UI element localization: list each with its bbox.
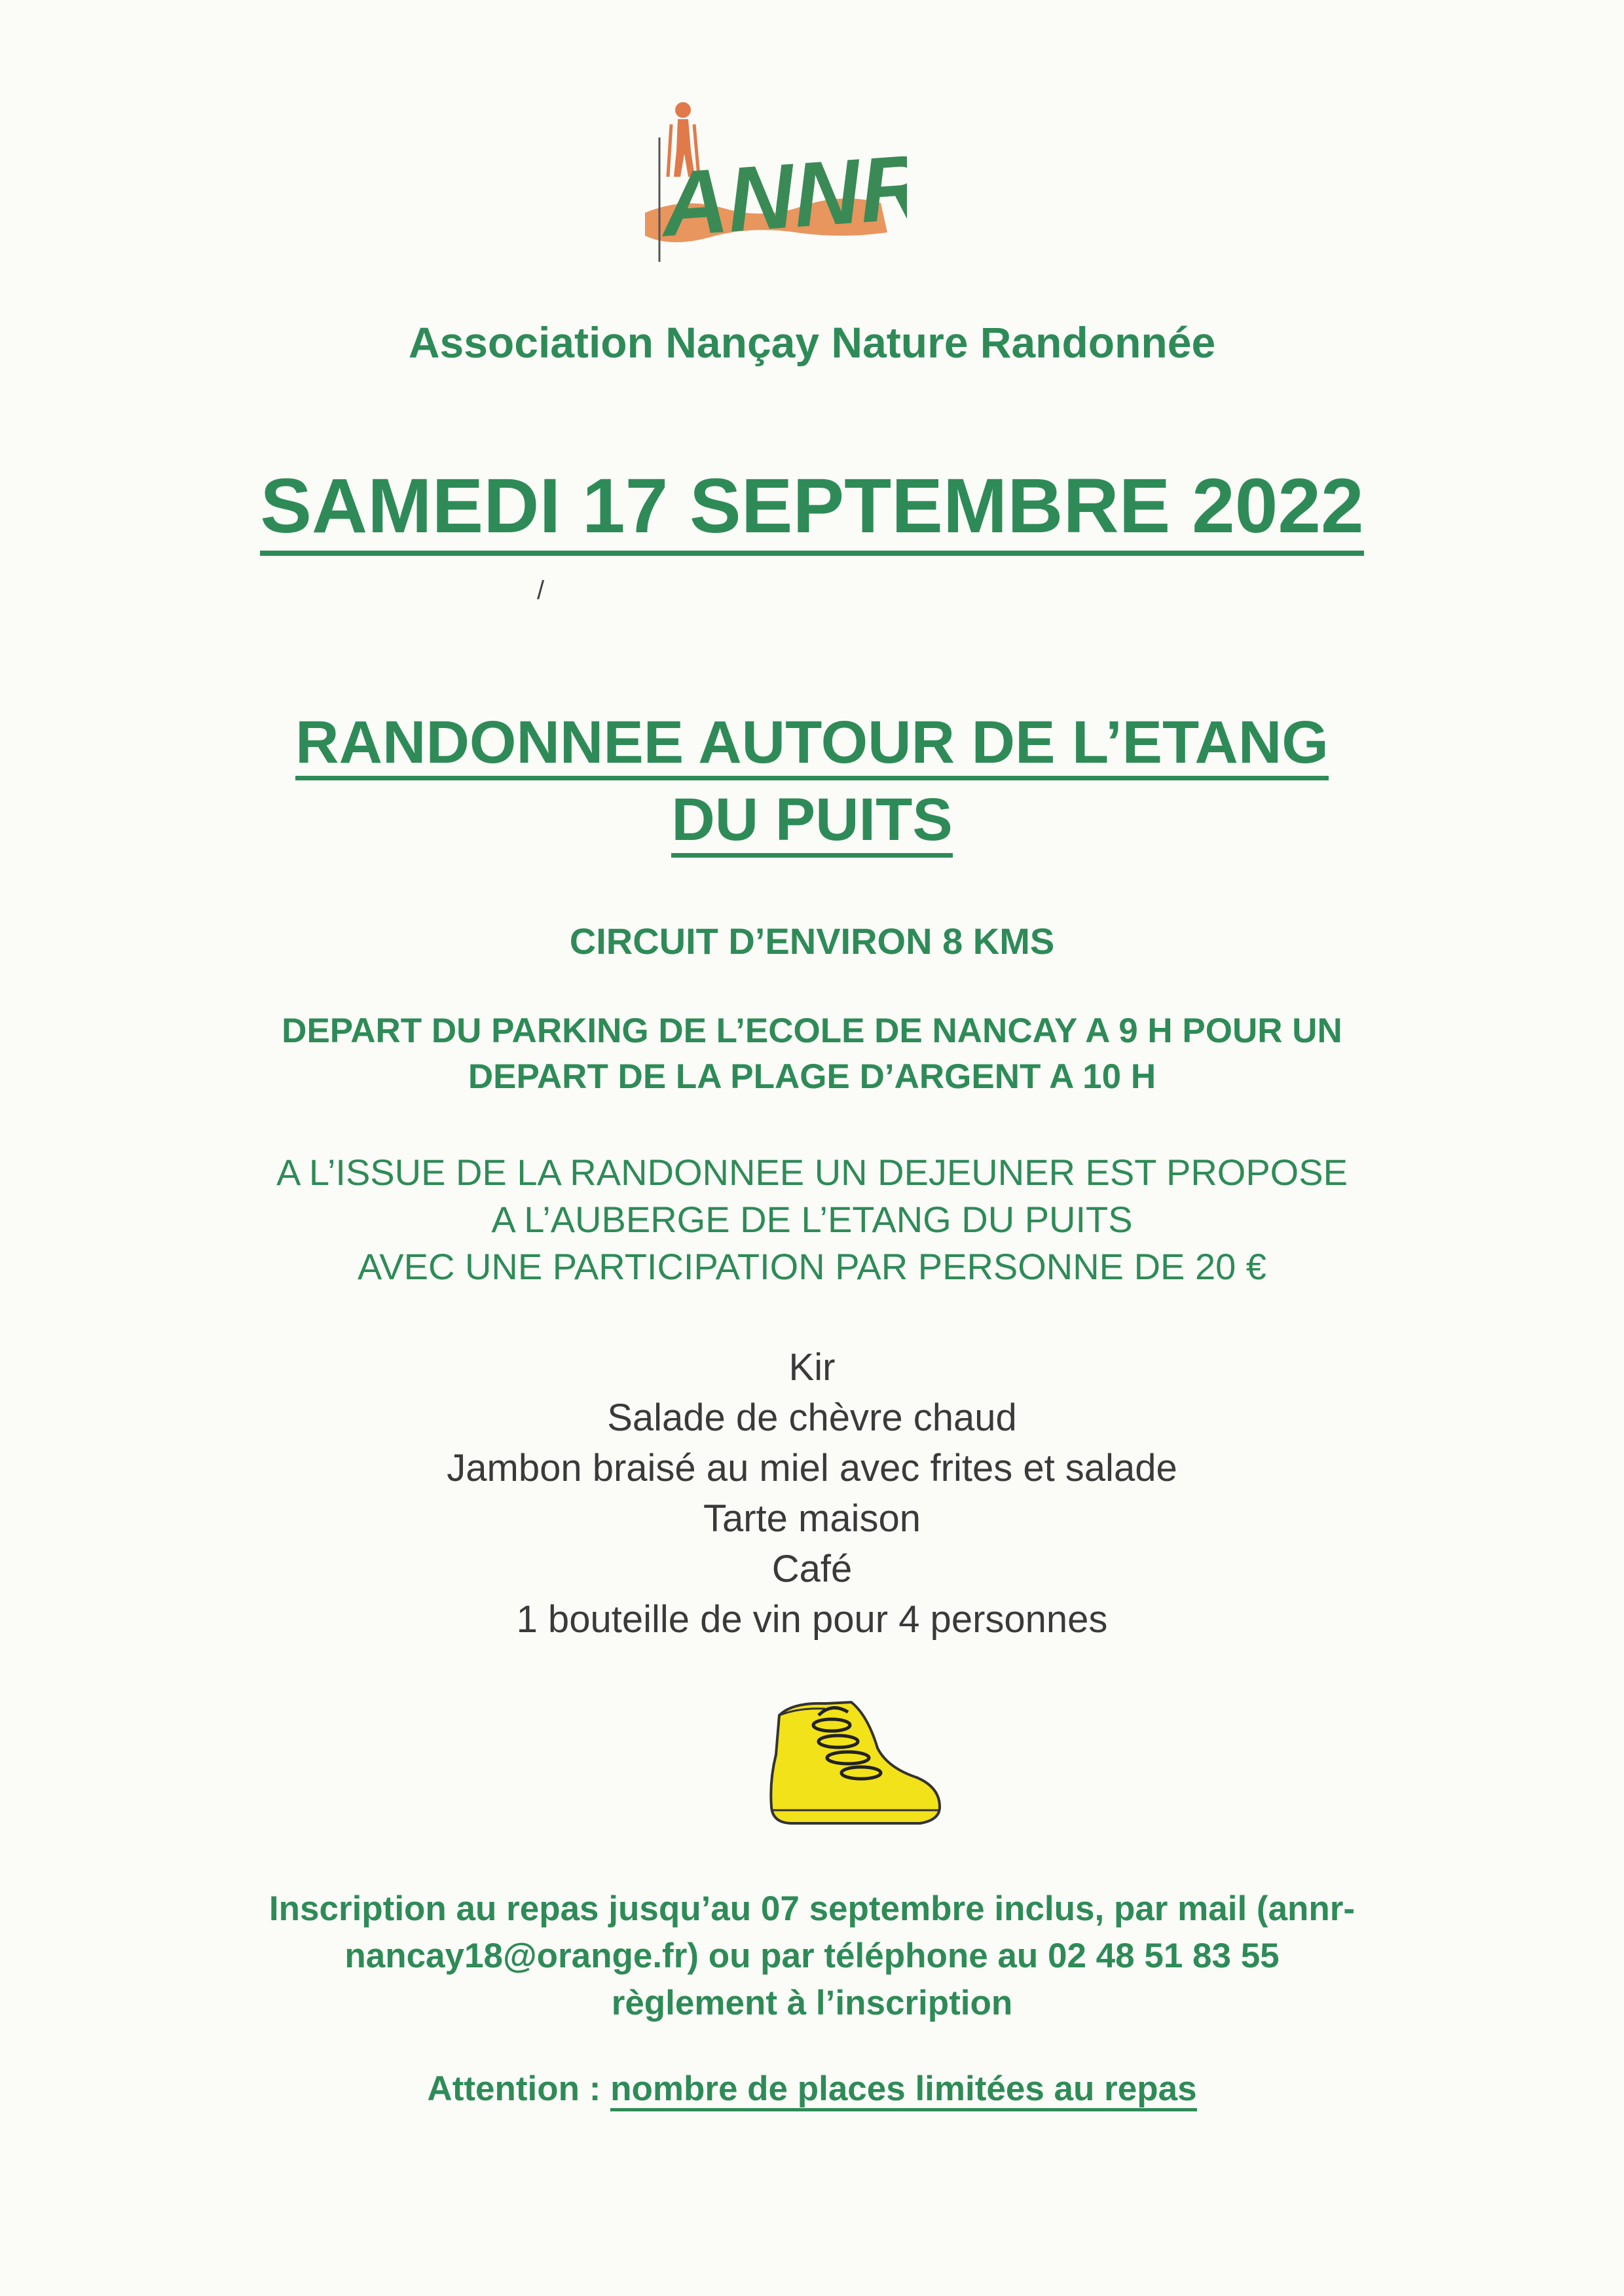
menu-item: 1 bouteille de vin pour 4 personnes (516, 1598, 1108, 1641)
annr-logo (632, 98, 907, 268)
attention-note (0, 2069, 1624, 2109)
depart-line-1: DEPART DU PARKING DE L’ECOLE DE NANCAY A 9 H POUR UN (282, 1011, 1342, 1050)
hiking-boot-icon (753, 1689, 950, 1840)
inscription-line-3: règlement à l’inscription (611, 1984, 1013, 2022)
departure-info (0, 1008, 1624, 1100)
logo-text: ANNR (658, 134, 907, 256)
title-line-1: RANDONNEE AUTOUR DE L’ETANG (295, 709, 1329, 780)
lunch-menu (0, 1342, 1624, 1645)
inscription-line-1: Inscription au repas jusqu’au 07 septembre inclus, par mail (annr- (268, 1889, 1356, 1928)
menu-item: Tarte maison (703, 1497, 921, 1540)
registration-info (0, 1886, 1624, 2027)
association-name: Association Nançay Nature Randonnée (408, 318, 1216, 367)
circuit-info: CIRCUIT D’ENVIRON 8 KMS (569, 920, 1055, 962)
lunch-line-1: A L’ISSUE DE LA RANDONNEE UN DEJEUNER EST PROPOSE (276, 1152, 1348, 1193)
menu-item: Salade de chèvre chaud (607, 1396, 1017, 1439)
menu-item: Café (771, 1548, 853, 1590)
attention-label: Attention : (427, 2069, 611, 2108)
lunch-info (0, 1149, 1624, 1290)
depart-line-2: DEPART DE LA PLAGE D’ARGENT A 10 H (468, 1057, 1156, 1096)
lunch-line-3: AVEC UNE PARTICIPATION PAR PERSONNE DE 20 € (358, 1246, 1266, 1287)
menu-item: Kir (788, 1346, 836, 1389)
inscription-line-2: nancay18@orange.fr) ou par téléphone au 02 48 51 83 55 (344, 1937, 1280, 1975)
attention-text: nombre de places limitées au repas (610, 2069, 1197, 2111)
event-date-text: SAMEDI 17 SEPTEMBRE 2022 (260, 463, 1363, 556)
menu-item: Jambon braisé au miel avec frites et salade (447, 1447, 1177, 1489)
event-date (0, 462, 1624, 551)
scan-mark: / (537, 576, 545, 605)
event-title (0, 704, 1624, 858)
lunch-line-2: A L’AUBERGE DE L’ETANG DU PUITS (491, 1199, 1133, 1240)
title-line-2: DU PUITS (671, 786, 952, 858)
